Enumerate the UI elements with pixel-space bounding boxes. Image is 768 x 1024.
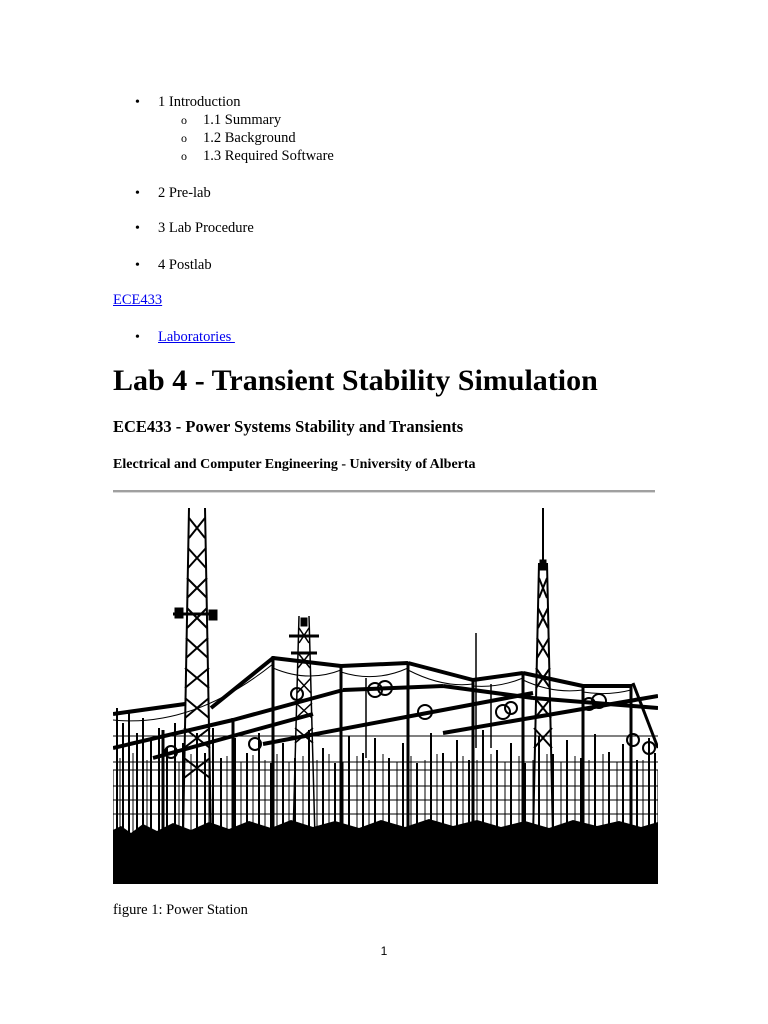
department-heading: Electrical and Computer Engineering - University of Alberta xyxy=(113,457,476,472)
circle-bullet-icon: o xyxy=(181,149,187,163)
circle-bullet-icon: o xyxy=(181,131,187,145)
toc-item-postlab[interactable] xyxy=(135,257,212,274)
toc-subitem-label: 1.3 Required Software xyxy=(203,148,334,164)
laboratories-link[interactable]: Laboratories xyxy=(158,329,235,345)
bullet-icon: • xyxy=(135,221,140,236)
toc-item-label: 1 Introduction xyxy=(158,94,241,110)
page-number: 1 xyxy=(380,944,388,958)
toc-item-lab-procedure[interactable] xyxy=(135,220,254,237)
bullet-icon: • xyxy=(135,186,140,201)
toc-subitem-required-software[interactable] xyxy=(181,148,334,165)
power-station-photo xyxy=(113,508,658,884)
laboratories-list-item xyxy=(135,329,235,346)
toc-subitem-background[interactable] xyxy=(181,130,296,147)
page-title: Lab 4 - Transient Stability Simulation xyxy=(113,364,598,397)
horizontal-rule xyxy=(113,490,655,493)
bullet-icon: • xyxy=(135,330,140,345)
toc-subitem-label: 1.1 Summary xyxy=(203,112,282,128)
toc-item-introduction[interactable] xyxy=(135,94,241,111)
bullet-icon: • xyxy=(135,95,140,110)
circle-bullet-icon: o xyxy=(181,113,187,127)
course-subtitle: ECE433 - Power Systems Stability and Transients xyxy=(113,417,464,436)
toc-item-label: 3 Lab Procedure xyxy=(158,220,254,236)
figure-caption: figure 1: Power Station xyxy=(113,902,248,918)
toc-item-label: 2 Pre-lab xyxy=(158,185,211,201)
toc-item-pre-lab[interactable] xyxy=(135,185,211,202)
toc-item-label: 4 Postlab xyxy=(158,257,212,273)
toc-subitem-summary[interactable] xyxy=(181,112,282,129)
power-station-silhouette xyxy=(113,508,658,884)
bullet-icon: • xyxy=(135,258,140,273)
toc-subitem-label: 1.2 Background xyxy=(203,130,296,146)
course-link[interactable]: ECE433 xyxy=(113,292,163,308)
